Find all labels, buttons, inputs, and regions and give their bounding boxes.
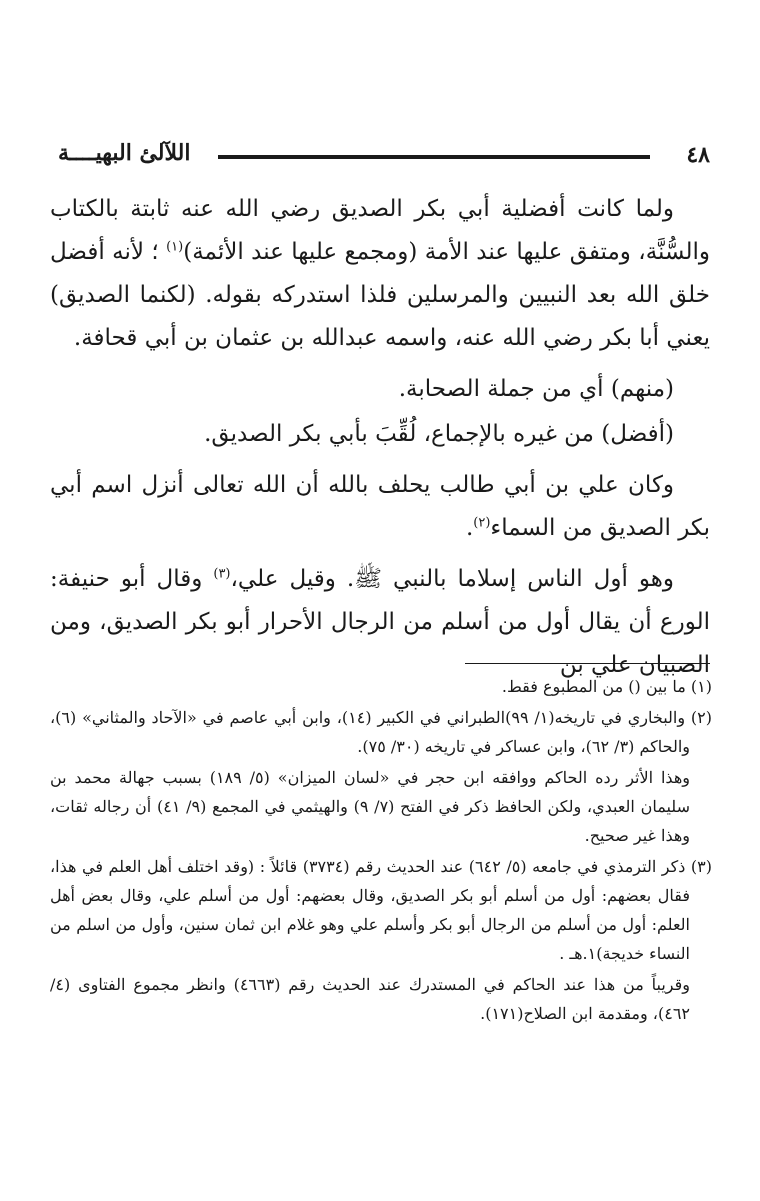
paragraph-5	[50, 558, 710, 687]
paragraph-text: ولما كانت أفضلية أبي بكر الصديق رضي الله عنه ثابتة بالكتاب والسُّنَّة، ومتفق عليها عند الأمة (ومجمع عليها عند الأئمة)	[50, 196, 710, 265]
paragraph-1	[50, 188, 710, 360]
footnote-3: (٣) ذكر الترمذي في جامعه (٥/ ٦٤٢) عند الحديث رقم (٣٧٣٤) قائلاً : (وقد اختلف أهل العلم في هذا، فقال بعضهم: أول من أسلم أبو بكر الصديق، وقال بعضهم: أول من أسلم علي، وقال بعض أهل العلم: أول من أسلم من الرجال أبو بكر وأسلم علي وهو غلام ابن ثمان سنين، وأول من اسلم من النساء خديجة)١.هـ .	[50, 857, 713, 963]
footnote-separator	[465, 663, 710, 664]
paragraph-text: وكان علي بن أبي طالب يحلف بالله أن الله تعالى أنزل اسم أبي بكر الصديق من السماء	[50, 472, 710, 541]
paragraph-text: ؛ لأنه أفضل خلق الله بعد النبيين والمرسلين فلذا استدركه بقوله. (لكنما الصديق) يعني أبا بكر رضي الله عنه، واسمه عبدالله بن عثمان بن أبي قحافة.	[50, 239, 710, 351]
footnote-2-continued: وهذا الأثر رده الحاكم ووافقه ابن حجر في «لسان الميزان» (٥/ ١٨٩) بسبب جهالة محمد بن سليمان العبدي، ولكن الحافظ ذكر في الفتح (٧/ ٩) والهيثمي في المجمع (٩/ ٤١) أن رجاله ثقات، وهذا غير صحيح.	[50, 768, 690, 845]
paragraph-text: وقال أبو حنيفة: الورع أن يقال أول من أسلم من الرجال الأحرار أبو بكر الصديق، ومن الصبيان علي بن	[50, 566, 710, 678]
paragraph-4	[50, 464, 710, 550]
footnotes	[50, 672, 712, 1030]
header-rule	[218, 155, 650, 159]
footnote-1: (١) ما بين () من المطبوع فقط.	[501, 677, 712, 696]
paragraph-3: (أفضل) من غيره بالإجماع، لُقِّبَ بأبي بكر الصديق.	[204, 421, 674, 447]
paragraph-text: وهو أول الناس إسلاما بالنبي ﷺ. وقيل علي،	[230, 566, 675, 592]
footnote-2: (٢) والبخاري في تاريخه(١/ ٩٩)الطبراني في الكبير (١٤)، وابن أبي عاصم في «الآحاد والمثاني» (٦)، والحاكم (٣/ ٦٢)، وابن عساكر في تاريخه (٣٠/ ٧٥).	[50, 708, 713, 756]
footnote-3-continued: وقريباً من هذا عند الحاكم في المستدرك عند الحديث رقم (٤٦٦٣) وانظر مجموع الفتاوى (٤/ ٤٦٢)، ومقدمة ابن الصلاح(١٧١).	[50, 975, 691, 1023]
running-header	[50, 140, 710, 174]
book-title: اللآلئ البهيــــة	[58, 140, 191, 166]
main-text	[50, 188, 710, 695]
footnote-marker-3: (٣)	[213, 566, 231, 582]
paragraph-2: (منهم) أي من جملة الصحابة.	[398, 376, 674, 402]
footnote-marker-2: (٢)	[473, 515, 491, 531]
paragraph-text: .	[465, 515, 474, 541]
page-number: ٤٨	[686, 142, 710, 168]
footnote-marker-1: (١)	[166, 239, 184, 255]
